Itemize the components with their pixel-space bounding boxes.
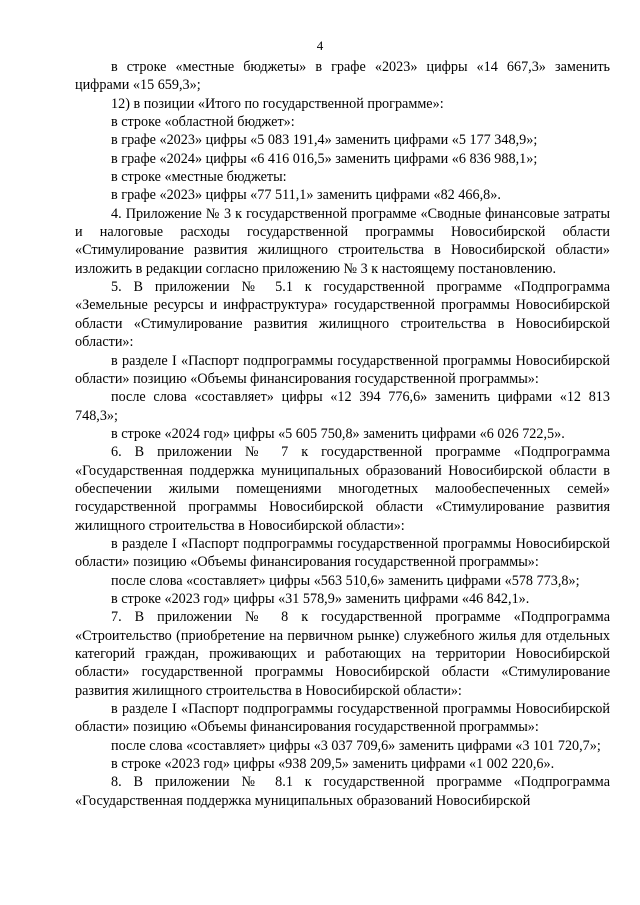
paragraph-12: в строке «2024 год» цифры «5 605 750,8» заменить цифрами «6 026 722,5». — [111, 425, 565, 442]
paragraph-2: 12) в позиции «Итого по государственной программе»: — [111, 95, 444, 112]
paragraph-9: 5. В приложении № 5.1 к государственной программе «Подпрограмма «Земельные ресурсы и инфраструктура» государственной программы Новосибирской области «Стимулирование развития жилищного строительства в Новосибирской области»: — [75, 279, 610, 351]
paragraph-8: 4. Приложение № 3 к государственной программе «Сводные финансовые затраты и налоговые расходы государственной программы Новосибирской области «Стимулирование развития жилищного строительства в Новосибирской области» изложить в редакции согласно приложению № 3 к настоящему постановлению. — [75, 205, 610, 277]
paragraph-5: в графе «2024» цифры «6 416 016,5» заменить цифрами «6 836 988,1»; — [111, 150, 538, 167]
paragraph-3: в строке «областной бюджет»: — [111, 114, 295, 131]
paragraph-20: в строке «2023 год» цифры «938 209,5» заменить цифрами «1 002 220,6». — [111, 756, 555, 773]
paragraph-1: в строке «местные бюджеты» в графе «2023» цифры «14 667,3» заменить цифрами «15 659,3»; — [75, 59, 610, 94]
paragraph-18: в разделе I «Паспорт подпрограммы государственной программы Новосибирской области» позицию «Объемы финансирования государственной программы»: — [75, 701, 610, 736]
paragraph-19: после слова «составляет» цифры «3 037 709,6» заменить цифрами «3 101 720,7»; — [111, 737, 601, 754]
paragraph-11: после слова «составляет» цифры «12 394 776,6» заменить цифрами «12 813 748,3»; — [75, 389, 610, 424]
paragraph-21: 8. В приложении № 8.1 к государственной программе «Подпрограмма «Государственная поддержка муниципальных образований Новосибирской — [75, 774, 610, 809]
page-number: 4 — [316, 38, 324, 53]
paragraph-15: после слова «составляет» цифры «563 510,6» заменить цифрами «578 773,8»; — [111, 572, 580, 589]
paragraph-4: в графе «2023» цифры «5 083 191,4» заменить цифрами «5 177 348,9»; — [111, 132, 538, 149]
paragraph-14: в разделе I «Паспорт подпрограммы государственной программы Новосибирской области» позицию «Объемы финансирования государственной программы»: — [75, 535, 610, 571]
paragraph-17: 7. В приложении № 8 к государственной программе «Подпрограмма «Строительство (приобретение на первичном рынке) служебного жилья для отдельных категорий граждан, проживающих и работающих на территории Новосибирской области» государственной программы Новосибирской области «Стимулирование развития жилищного строительства в Новосибирской области»: — [75, 609, 610, 699]
paragraph-13: 6. В приложении № 7 к государственной программе «Подпрограмма «Государственная поддержка муниципальных образований Новосибирской области в обеспечении жилыми помещениями многодетных малообеспеченных семей» государственной программы Новосибирской области «Стимулирование развития жилищного строительства в Новосибирской области»: — [75, 444, 610, 534]
paragraph-10: в разделе I «Паспорт подпрограммы государственной программы Новосибирской области» позицию «Объемы финансирования государственной программы»: — [75, 352, 610, 387]
paragraph-6: в строке «местные бюджеты: — [111, 169, 287, 186]
paragraph-7: в графе «2023» цифры «77 511,1» заменить цифрами «82 466,8». — [111, 187, 501, 204]
paragraph-16: в строке «2023 год» цифры «31 578,9» заменить цифрами «46 842,1». — [111, 590, 530, 607]
document-body — [75, 58, 610, 810]
